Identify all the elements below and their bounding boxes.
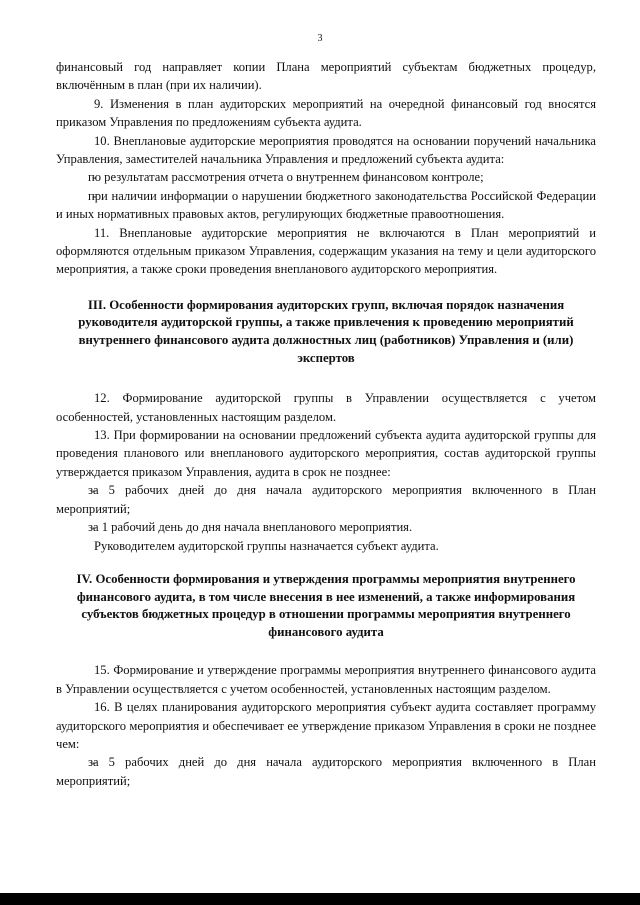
list-item-program-5-days bbox=[56, 753, 596, 790]
list-item-text: по результатам рассмотрения отчета о внутреннем финансовом контроле; bbox=[88, 170, 484, 185]
paragraph-10: 10. Внеплановые аудиторские мероприятия проводятся на основании поручений начальника Управления, заместителей начальника Управления и предложений субъекта аудита: bbox=[56, 133, 596, 167]
list-item-text: при наличии информации о нарушении бюджетного законодательства Российской Федерации и иных нормативных правовых актов, регулирующих бюджетные правоотношения. bbox=[56, 188, 596, 222]
paragraph-11: 11. Внеплановые аудиторские мероприятия не включаются в План мероприятий и оформляются отдельным приказом Управления, содержащим указания на тему и цели аудиторского мероприятия, а также сроки проведения внепланового аудиторского мероприятия. bbox=[56, 225, 596, 277]
list-item-report bbox=[56, 168, 596, 186]
paragraph-16: 16. В целях планирования аудиторского мероприятия субъект аудита составляет программу аудиторского мероприятия и обеспечивает ее утверждение приказом Управления в сроки не позднее чем: bbox=[56, 700, 596, 751]
paragraph-12: 12. Формирование аудиторской группы в Управлении осуществляется с учетом особенностей, установленных настоящим разделом. bbox=[56, 391, 596, 424]
list-item-5-days bbox=[56, 481, 596, 518]
list-item-text: за 5 рабочих дней до дня начала аудиторского мероприятия включенного в План мероприятий; bbox=[56, 755, 596, 788]
list-item-violation bbox=[56, 187, 596, 224]
list-item-text: за 1 рабочий день до дня начала внепланового мероприятия. bbox=[88, 520, 413, 535]
section-4-heading: IV. Особенности формирования и утверждения программы мероприятия внутреннего финансового аудита, в том числе внесения в нее изменений, а также информирования субъектов бюджетных процедур в отношении программы мероприятия внутреннего финансового аудита bbox=[76, 571, 576, 639]
paragraph-9: 9. Изменения в план аудиторских мероприятий на очередной финансовый год вносятся приказом Управления по предложениям субъекта аудита. bbox=[56, 96, 596, 130]
list-item-text: за 5 рабочих дней до дня начала аудиторского мероприятия включенного в План мероприятий; bbox=[56, 483, 596, 516]
paragraph-group-leader: Руководителем аудиторской группы назначается субъект аудита. bbox=[94, 538, 439, 553]
section-3-heading: III. Особенности формирования аудиторских групп, включая порядок назначения руководителя аудиторской группы, а также привлечения к проведению мероприятий внутреннего финансового аудита должностных лиц (работников) Управления и (или) экспертов bbox=[78, 297, 574, 365]
paragraph-15: 15. Формирование и утверждение программы мероприятия внутреннего финансового аудита в Управлении осуществляется с учетом особенностей, установленных настоящим разделом. bbox=[56, 663, 596, 696]
document-body bbox=[56, 58, 596, 790]
page-number: 3 bbox=[317, 33, 323, 44]
scan-bottom-edge bbox=[0, 893, 640, 905]
list-item-1-day bbox=[56, 518, 596, 536]
paragraph-13: 13. При формировании на основании предложений субъекта аудита аудиторской группы для проведения планового или внепланового аудиторского мероприятия, состав аудиторской группы утверждается приказом Управления, аудита в срок не позднее: bbox=[56, 428, 596, 479]
paragraph-continuation: финансовый год направляет копии Плана мероприятий субъектам бюджетных процедур, включённым в план (при их наличии). bbox=[56, 60, 596, 93]
